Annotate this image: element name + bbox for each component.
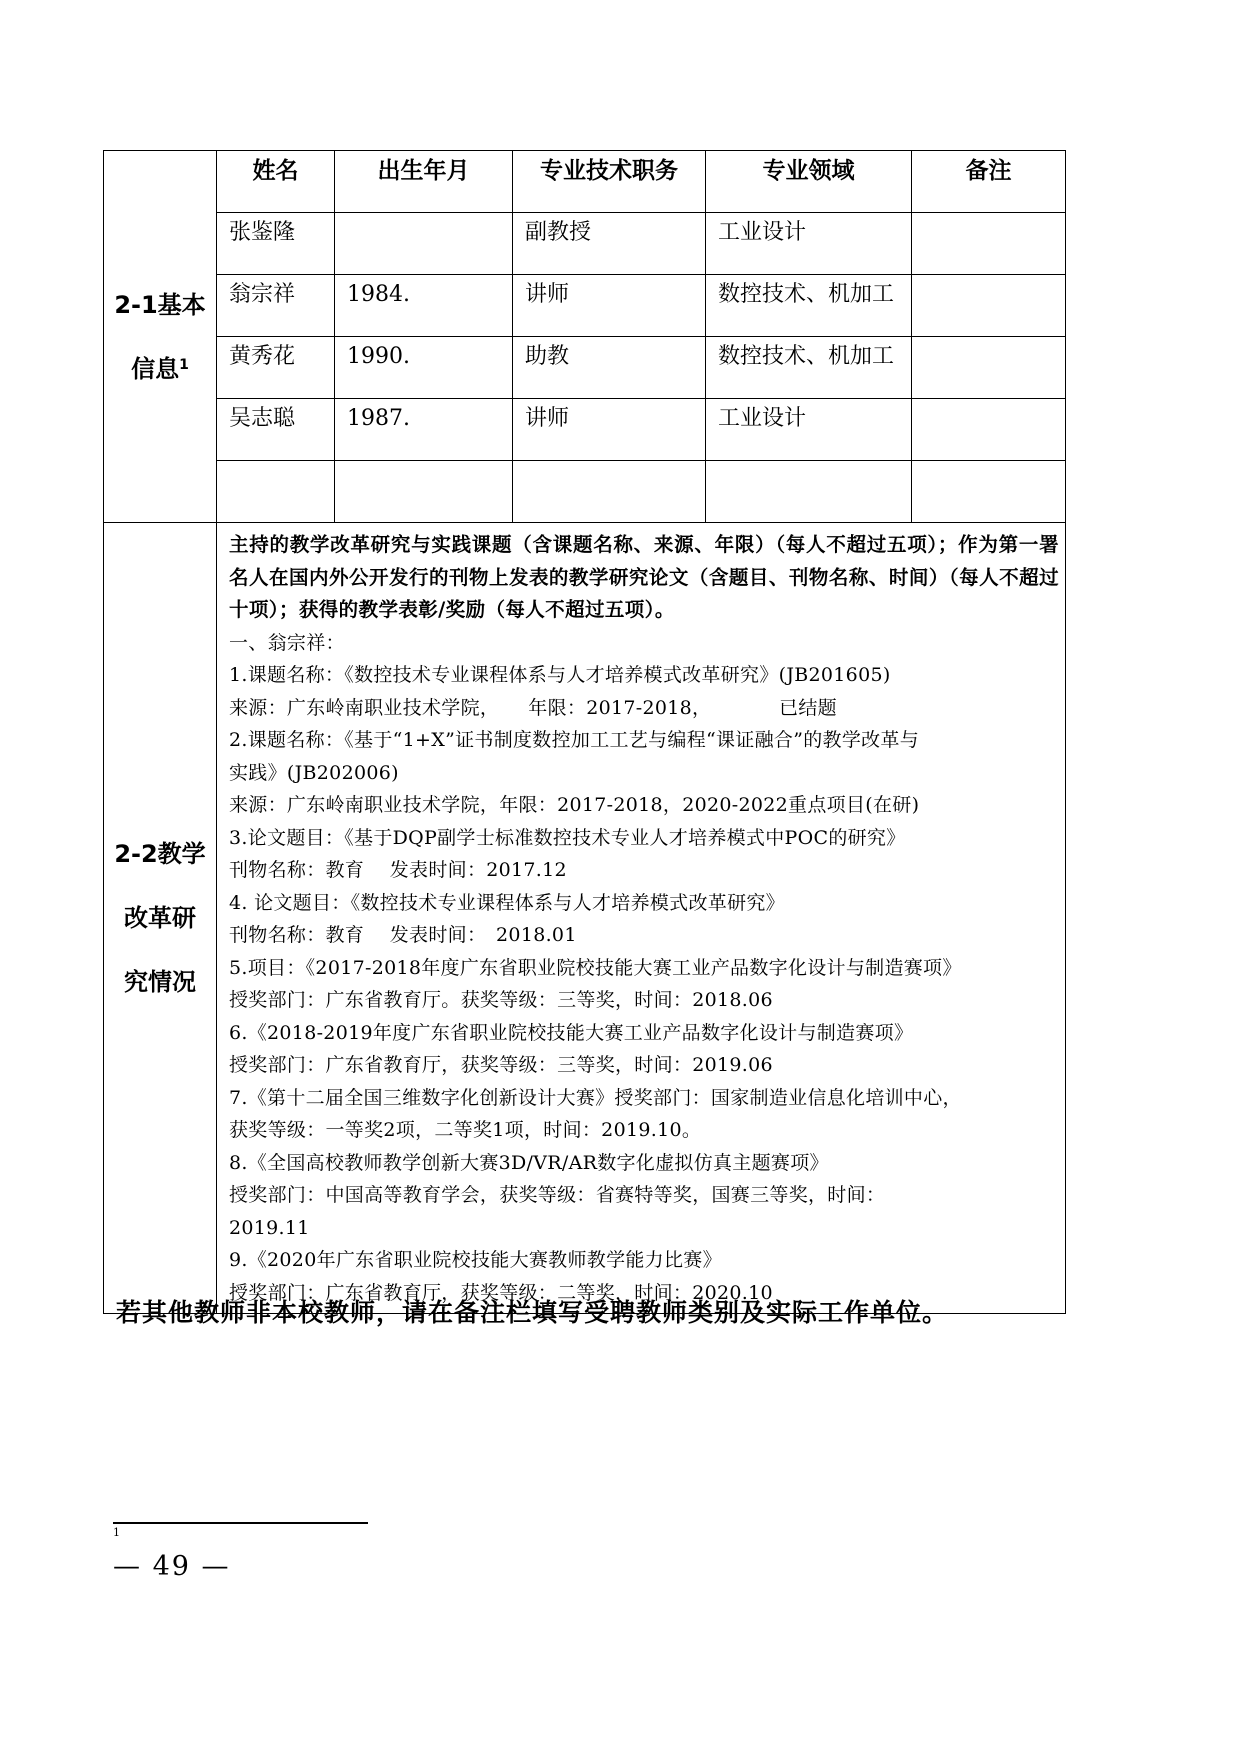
content-line: 2.课题名称：《基于“1+X”证书制度数控加工工艺与编程“课证融合”的教学改革与 [229,729,920,751]
table-cell: 讲师 [513,275,706,337]
content-line: 6.《2018-2019年度广东省职业院校技能大赛工业产品数字化设计与制造赛项》 [229,1021,914,1044]
content-line: 3.论文题目：《基于DQP副学士标准数控技术专业人才培养模式中POC的研究》 [229,826,906,849]
section2-intro: 主持的教学改革研究与实践课题（含课题名称、来源、年限）（每人不超过五项）；作为第一署名人在国内外公开发行的刊物上发表的教学研究论文（含题目、刊物名称、时间）（每人不超过十项）；获得的教学表彰/奖励（每人不超过五项）。 [229,533,1059,621]
table-cell [912,275,1066,337]
column-header: 备注 [912,151,1066,213]
content-line: 5.项目：《2017-2018年度广东省职业院校技能大赛工业产品数字化设计与制造赛项》 [229,956,962,979]
teaching-reform-content [217,523,1066,1314]
table-cell: 副教授 [513,213,706,275]
table-cell: 工业设计 [706,213,912,275]
table-cell: 1984. [335,275,513,337]
section2-lines [229,627,1059,1310]
table-cell: 1990. [335,337,513,399]
table-cell: 黄秀花 [217,337,335,399]
basic-info-body [104,151,1066,523]
content-line: 来源：广东岭南职业技术学院， 年限：2017-2018， 已结题 [229,696,837,719]
section1-label-line2-text: 信息 [131,354,180,383]
table-cell [706,461,912,523]
table-cell: 工业设计 [706,399,912,461]
table-cell: 数控技术、机加工 [706,275,912,337]
content-line: 来源：广东岭南职业技术学院，年限：2017-2018，2020-2022重点项目(在研) [229,794,920,816]
content-line: 授奖部门：广东省教育厅，获奖等级：三等奖，时间：2019.06 [229,1054,773,1076]
section2-label-line: 改革研 [124,904,196,932]
content-line: 刊物名称：教育 发表时间： 2018.01 [229,924,577,946]
table-cell: 翁宗祥 [217,275,335,337]
table-row [104,275,1066,337]
footnote-marker: 1 [113,1526,120,1539]
content-line: 获奖等级：一等奖2项，二等奖1项，时间：2019.10。 [229,1119,702,1141]
table-cell [912,337,1066,399]
section1-label-line1: 2-1基本 [114,290,206,319]
content-line: 7.《第十二届全国三维数字化创新设计大赛》授奖部门：国家制造业信息化培训中心， [229,1086,962,1109]
content-line: 一、翁宗祥： [229,631,345,654]
content-line: 授奖部门：中国高等教育学会，获奖等级：省赛特等奖，国赛三等奖，时间： [229,1184,886,1206]
section2-label-line: 2-2教学 [114,840,206,868]
table-cell: 吴志聪 [217,399,335,461]
column-header: 姓名 [217,151,335,213]
table-cell [335,461,513,523]
table-cell [513,461,706,523]
remark-note: 若其他教师非本校教师，请在备注栏填写受聘教师类别及实际工作单位。 [116,1298,949,1327]
page-number: — 49 — [113,1551,231,1582]
table-cell [912,461,1066,523]
content-line: 8.《全国高校教师教学创新大赛3D/VR/AR数字化虚拟仿真主题赛项》 [229,1151,829,1174]
section1-label-line2 [104,337,216,401]
table-cell: 数控技术、机加工 [706,337,912,399]
table-cell: 讲师 [513,399,706,461]
column-header: 出生年月 [335,151,513,213]
section2-label-lines [104,822,216,1014]
content-line: 实践》(JB202006) [229,761,399,784]
table-cell [912,399,1066,461]
table-cell [335,213,513,275]
content-line: 授奖部门：广东省教育厅，获奖等级：二等奖，时间：2020.10 [229,1281,773,1304]
teacher-info-table [103,150,1066,1314]
table-cell: 张鉴隆 [217,213,335,275]
table-row [104,399,1066,461]
table-cell: 1987. [335,399,513,461]
table-cell: 助教 [513,337,706,399]
content-line: 授奖部门：广东省教育厅。获奖等级：三等奖，时间：2018.06 [229,989,773,1011]
section1-label [104,151,217,523]
column-header: 专业技术职务 [513,151,706,213]
content-line: 刊物名称：教育 发表时间：2017.12 [229,859,567,881]
section2-label [104,523,217,1314]
footnote-divider [113,1522,368,1524]
content-line: 2019.11 [229,1216,310,1239]
content-line: 1.课题名称：《数控技术专业课程体系与人才培养模式改革研究》(JB201605) [229,664,891,686]
table-row [104,337,1066,399]
header-row [104,151,1066,213]
table-row [104,213,1066,275]
table-row [104,461,1066,523]
teaching-reform-row [104,523,1066,1314]
content-line: 9.《2020年广东省职业院校技能大赛教师教学能力比赛》 [229,1249,722,1271]
teaching-reform-body [104,523,1066,1314]
content-line: 4. 论文题目：《数控技术专业课程体系与人才培养模式改革研究》 [229,891,785,914]
footnote-ref: 1 [179,356,189,373]
table-cell [217,461,335,523]
section2-label-line: 究情况 [124,968,196,996]
table-cell [912,213,1066,275]
column-header: 专业领域 [706,151,912,213]
